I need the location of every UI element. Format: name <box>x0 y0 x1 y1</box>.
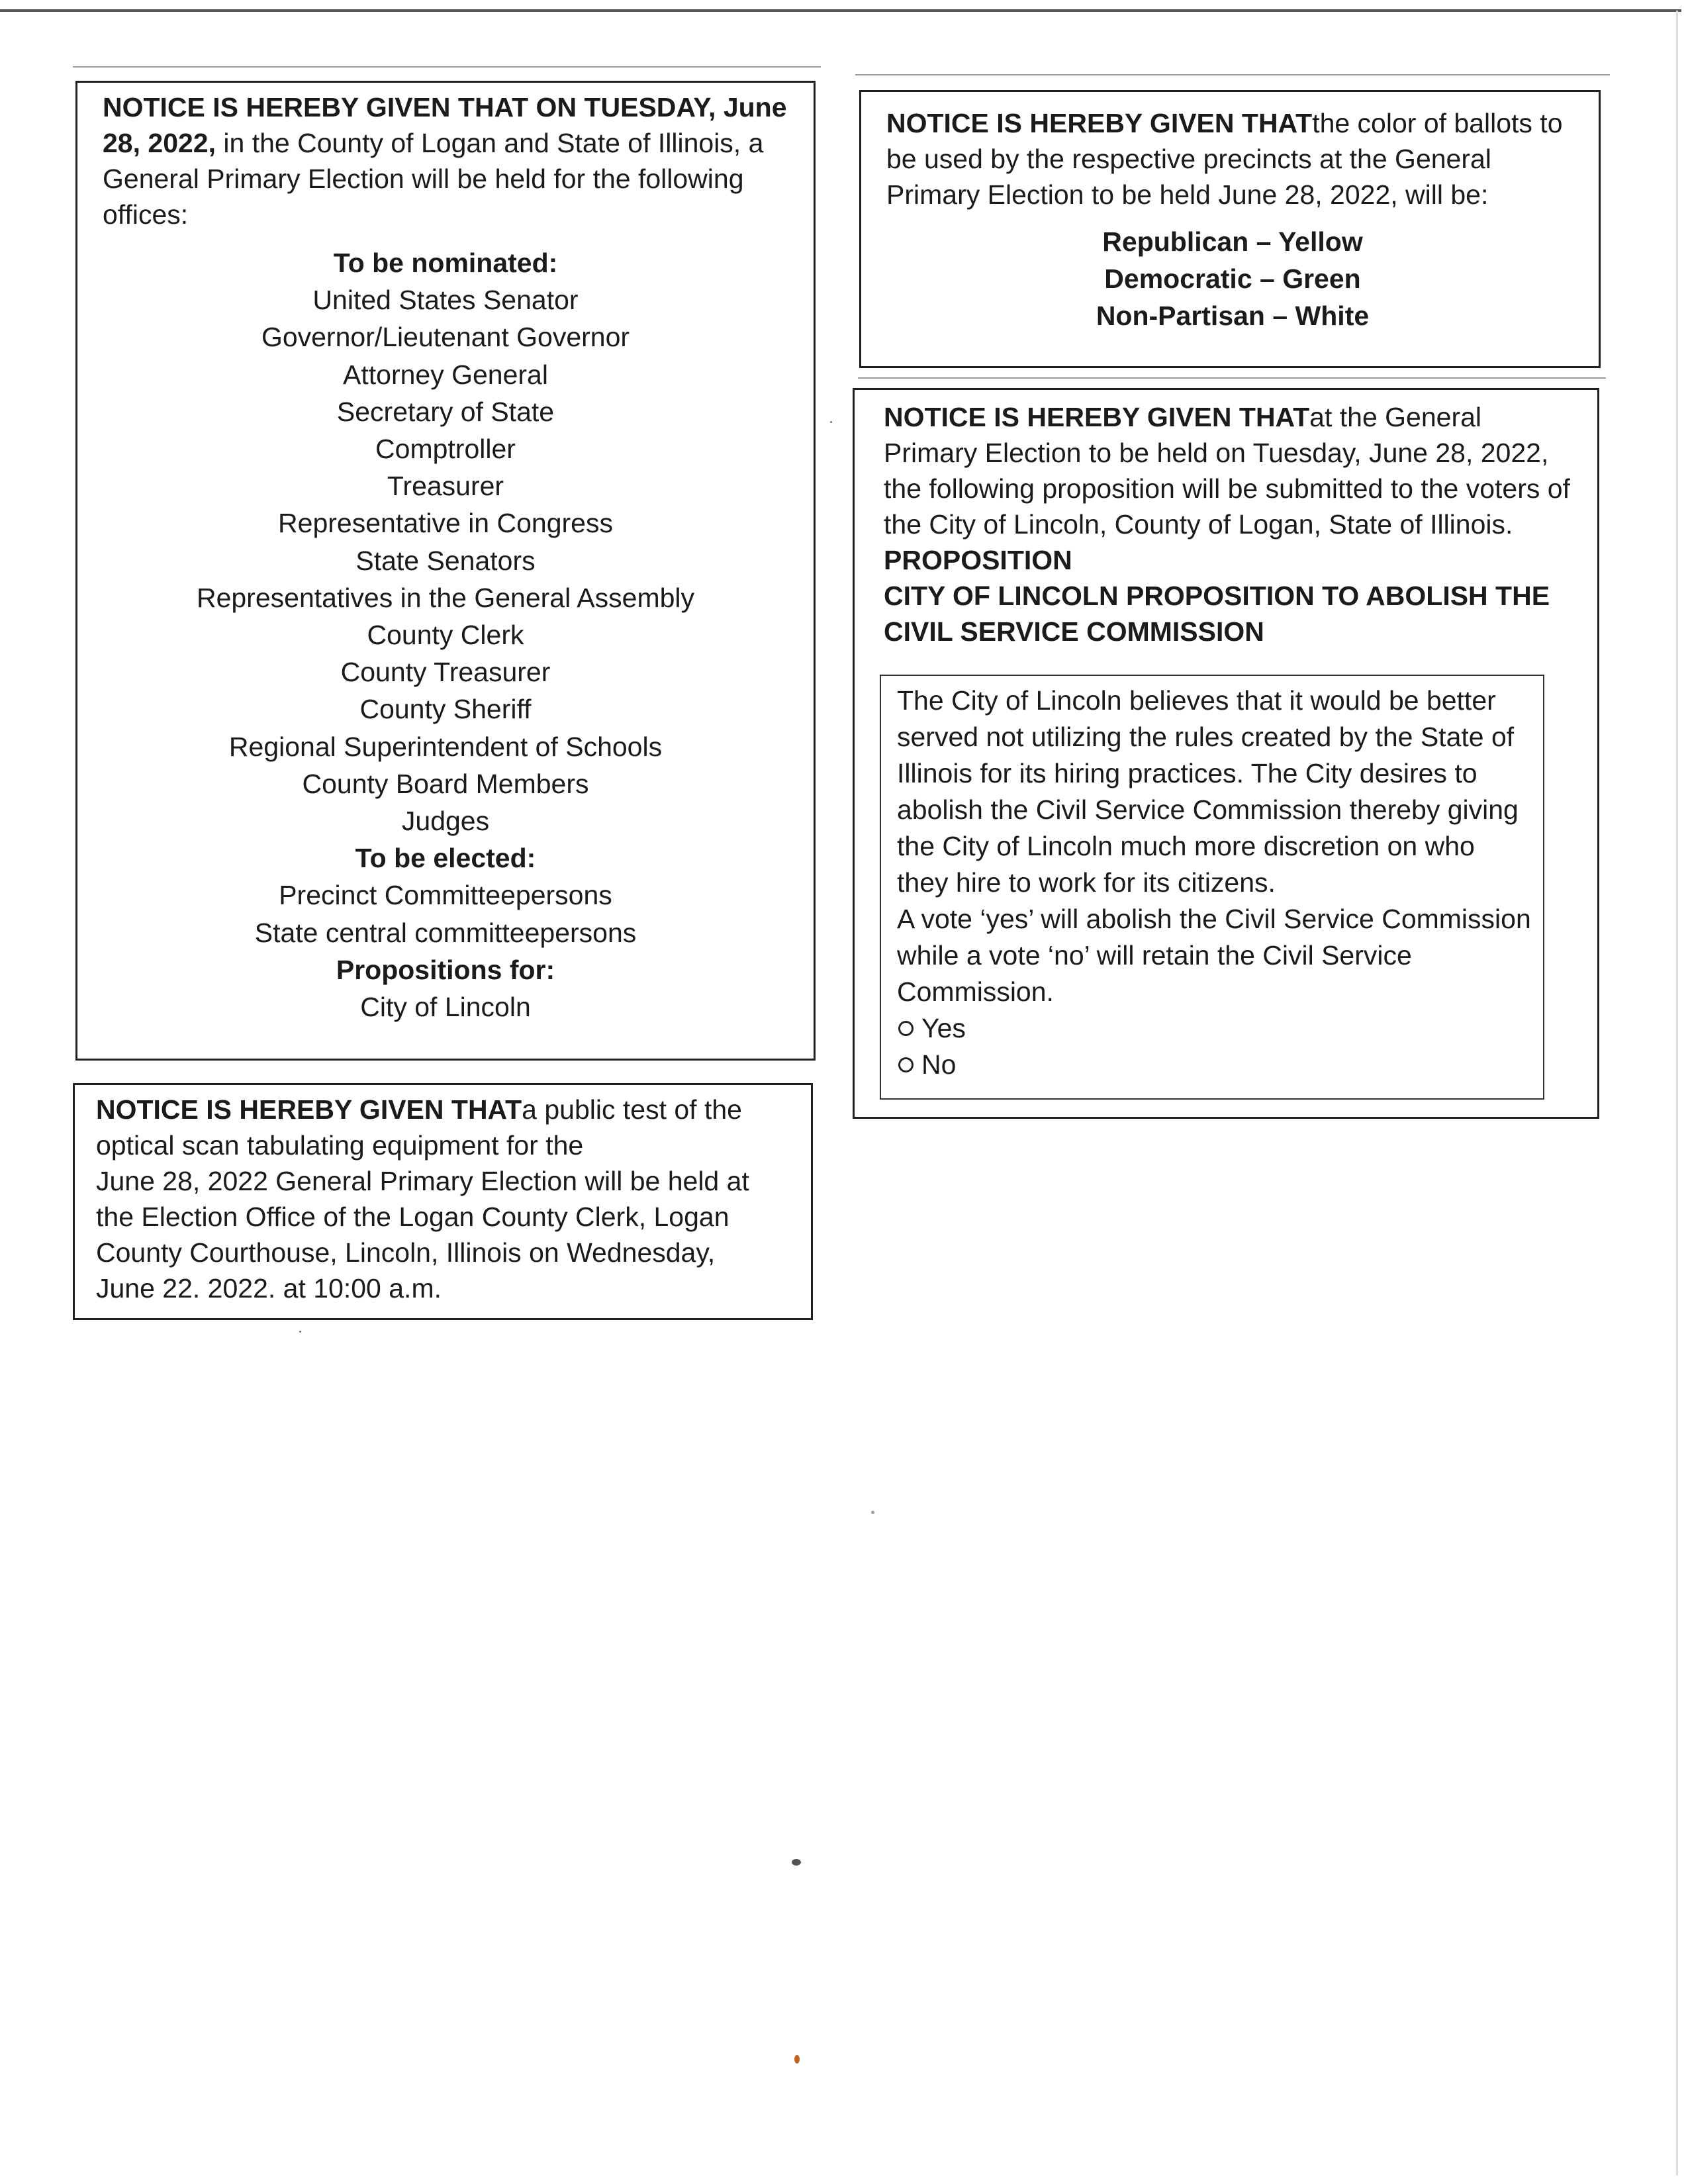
notice-line: optical scan tabulating equipment for the <box>96 1130 584 1161</box>
office-list <box>103 244 788 1025</box>
ballot-color-list <box>886 223 1579 334</box>
proposition-item: City of Lincoln <box>360 992 531 1023</box>
notice-lead: NOTICE IS HEREBY GIVEN THAT <box>96 1094 522 1125</box>
notice-line: June 22. 2022. at 10:00 a.m. <box>96 1273 442 1304</box>
office-item: County Board Members <box>302 768 589 799</box>
office-item: Attorney General <box>343 359 548 390</box>
notice-lead: NOTICE IS HEREBY GIVEN THAT <box>886 108 1313 138</box>
elected-heading: To be elected: <box>355 843 536 874</box>
proposition-notice-box <box>853 388 1599 1119</box>
scan-speck <box>299 1331 301 1333</box>
proposition-title: CITY OF LINCOLN PROPOSITION TO ABOLISH THE CIVIL SERVICE COMMISSION <box>884 581 1550 647</box>
nominated-heading: To be nominated: <box>333 248 558 278</box>
proposition-question-box <box>880 675 1544 1100</box>
ballot-color-item: Republican – Yellow <box>1102 226 1363 257</box>
notice-line: County Courthouse, Lincoln, Illinois on Wednesday, <box>96 1237 716 1268</box>
office-item: County Treasurer <box>340 657 551 688</box>
office-item: County Sheriff <box>359 694 532 725</box>
vote-explanation: A vote ‘yes’ will abolish the Civil Service Commission while a vote ‘no’ will retain the Civil Service Commission. <box>897 904 1531 1007</box>
ballot-colors-notice-box <box>859 90 1601 368</box>
scan-top-edge <box>0 9 1681 12</box>
divider-rule <box>855 74 1610 75</box>
office-item: County Clerk <box>367 620 524 651</box>
proposition-question: The City of Lincoln believes that it would be better served not utilizing the rules created by the State of Illinois for its hiring practices. The City desires to abolish the Civil Service Commission thereby giving the City of Lincoln much more discretion on who they hire to work for its citizens. <box>897 685 1519 898</box>
election-notice-intro <box>103 89 788 232</box>
divider-rule <box>73 66 821 68</box>
radio-circle-icon[interactable] <box>898 1057 914 1072</box>
notice-line: June 28, 2022 General Primary Election will be held at <box>96 1166 749 1196</box>
notice-body: at the General Primary Election to be held on Tuesday, June 28, 2022, the following proposition will be submitted to the voters of the City of Lincoln, County of Logan, State of Illinois. <box>884 402 1570 540</box>
ballot-colors-intro <box>886 105 1579 213</box>
vote-option-label: Yes <box>921 1013 966 1043</box>
office-item: State Senators <box>355 545 536 576</box>
divider-rule <box>858 377 1606 379</box>
office-item: Representative in Congress <box>278 508 613 539</box>
notice-line: a public test of the <box>522 1094 742 1125</box>
ballot-color-item: Non-Partisan – White <box>1096 301 1370 331</box>
office-item: Comptroller <box>375 434 516 465</box>
public-test-notice-box <box>73 1083 813 1320</box>
public-test-notice-text <box>96 1092 791 1306</box>
office-item: Judges <box>401 806 490 837</box>
scan-speck <box>830 421 832 423</box>
office-item: United States Senator <box>312 285 579 316</box>
scan-speck <box>792 1859 801 1866</box>
office-item: Governor/Lieutenant Governor <box>261 322 630 353</box>
scan-speck <box>794 2055 800 2064</box>
scan-right-edge <box>1676 11 1678 2175</box>
office-item: Representatives in the General Assembly <box>196 582 695 613</box>
office-item: Regional Superintendent of Schools <box>228 731 663 762</box>
office-item: Precinct Committeepersons <box>279 880 612 911</box>
propositions-heading: Propositions for: <box>336 954 555 985</box>
ballot-color-item: Democratic – Green <box>1104 263 1361 294</box>
proposition-notice-intro <box>884 399 1577 542</box>
vote-option-yes[interactable] <box>897 1010 1531 1047</box>
notice-body: the color of ballots to be used by the respective precincts at the General Primary Election to be held June 28, 2022, will be: <box>886 108 1563 210</box>
notice-body: in the County of Logan and State of Illinois, a General Primary Election will be held for the following offices: <box>103 128 764 230</box>
office-item: State central committeepersons <box>254 917 637 948</box>
radio-circle-icon[interactable] <box>898 1021 914 1036</box>
notice-lead: NOTICE IS HEREBY GIVEN THAT ON TUESDAY, June 28, 2022, <box>103 92 787 158</box>
proposition-label: PROPOSITION <box>884 545 1072 575</box>
vote-option-label: No <box>921 1049 957 1080</box>
notice-lead: NOTICE IS HEREBY GIVEN THAT <box>884 402 1310 432</box>
scan-speck <box>871 1511 874 1514</box>
notice-line: the Election Office of the Logan County Clerk, Logan <box>96 1202 729 1232</box>
vote-option-no[interactable] <box>897 1047 1531 1083</box>
office-item: Secretary of State <box>336 396 555 427</box>
election-notice-box <box>75 81 816 1061</box>
office-item: Treasurer <box>387 471 504 502</box>
